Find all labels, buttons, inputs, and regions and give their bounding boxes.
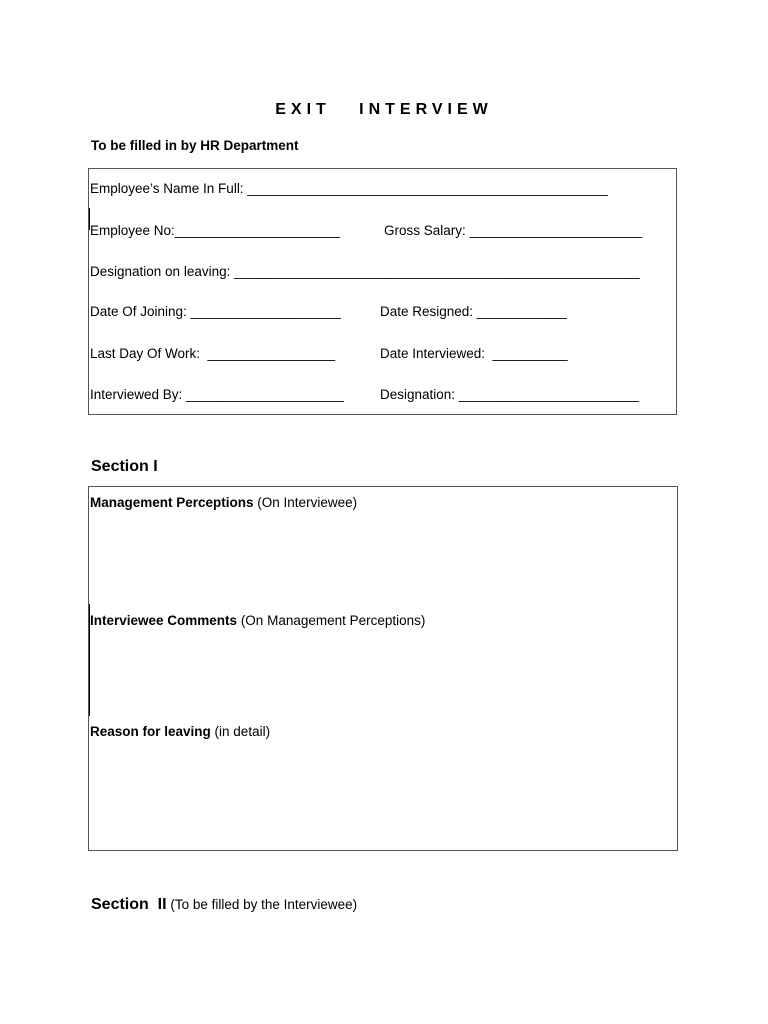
block-note: (On Management Perceptions): [237, 613, 426, 628]
document-title: EXIT INTERVIEW: [275, 101, 493, 118]
block-bold-label: Reason for leaving: [90, 724, 211, 739]
gross-salary-field[interactable]: Gross Salary: _______________________: [384, 223, 643, 238]
section-2-note: (To be filled by the Interviewee): [166, 897, 358, 912]
interviewee-comments-area[interactable]: [90, 632, 676, 720]
hr-department-instruction: To be filled in by HR Department: [91, 138, 299, 153]
section-2-title: Section II: [91, 896, 167, 913]
last-day-of-work-field[interactable]: Last Day Of Work: _________________: [90, 346, 336, 361]
date-of-joining-field[interactable]: Date Of Joining: ____________________: [90, 304, 341, 319]
employee-name-field[interactable]: Employee’s Name In Full: ________________________________________________: [90, 181, 608, 196]
designation-field[interactable]: Designation: ________________________: [380, 387, 639, 402]
hr-details-box: [88, 168, 677, 415]
block-note: (in detail): [210, 724, 271, 739]
block-note: (On Interviewee): [253, 495, 358, 510]
section-1-title: Section I: [91, 458, 158, 475]
date-interviewed-field[interactable]: Date Interviewed: __________: [380, 346, 568, 361]
section-2-heading: [91, 896, 357, 914]
interviewee-comments-heading: [90, 613, 425, 628]
reason-for-leaving-area[interactable]: [90, 743, 676, 847]
interviewed-by-field[interactable]: Interviewed By: _____________________: [90, 387, 344, 402]
date-resigned-field[interactable]: Date Resigned: ____________: [380, 304, 567, 319]
employee-no-field[interactable]: Employee No:______________________: [90, 223, 340, 238]
management-perceptions-area[interactable]: [90, 514, 676, 602]
reason-for-leaving-heading: [90, 724, 270, 739]
management-perceptions-heading: [90, 495, 357, 510]
block-bold-label: Management Perceptions: [90, 495, 254, 510]
block-bold-label: Interviewee Comments: [90, 613, 238, 628]
designation-on-leaving-field[interactable]: Designation on leaving: ______________________________________________________: [90, 264, 640, 279]
